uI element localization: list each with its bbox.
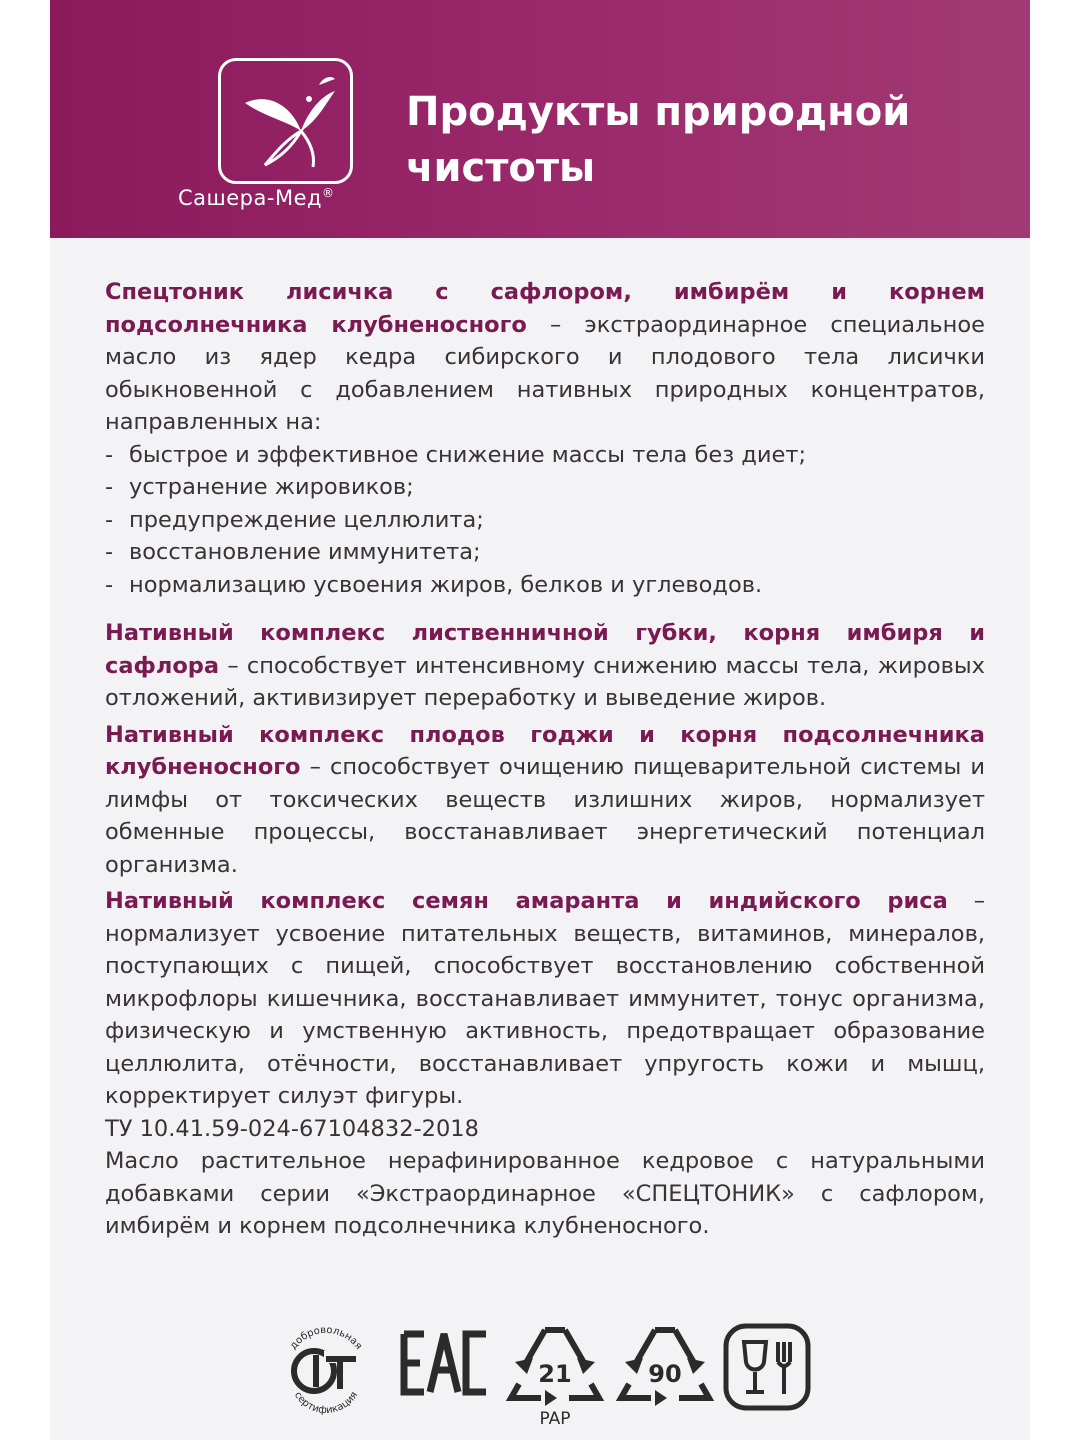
brand-name: Сашера-Мед® — [178, 186, 335, 210]
paragraph-complex-1: Нативный комплекс лиственничной губки, корня имбиря и сафлора – способствует интенсивному снижению массы тела, жировых отложений, активизирует переработку и выведение жиров. — [105, 620, 985, 711]
recycle-pap-icon — [505, 1318, 605, 1428]
rst-certification-icon — [270, 1315, 382, 1427]
slogan-line-2: чистоты — [406, 145, 596, 191]
recycle-label-pap: PAP — [539, 1409, 571, 1428]
recycle-90-icon — [615, 1318, 715, 1408]
recycle-code-90: 90 — [648, 1360, 682, 1388]
svg-text:добровольная — [288, 1325, 364, 1352]
description-text — [105, 276, 985, 1243]
benefits-list — [105, 439, 985, 602]
list-item: - устранение жировиков; — [105, 471, 985, 504]
bird-leaf-icon — [231, 69, 341, 173]
certification-marks — [0, 1300, 1080, 1428]
eac-icon — [400, 1330, 490, 1396]
paragraph-complex-3: Нативный комплекс семян амаранта и индийского риса – нормализует усвоение питательных веществ, витаминов, минералов, поступающих с пищей, способствует восстановлению собственной микрофлоры кишечника, восстанавливает иммунитет, тонус организма, физическую и умственную активность, предотвращает образование целлюлита, отёчности, восстанавливает упругость кожи и мышц, корректирует силуэт фигуры. — [105, 888, 986, 1109]
paragraph-complex-2: Нативный комплекс плодов годжи и корня подсолнечника клубненосного – способствует очищению пищеварительной системы и лимфы от токсических веществ излишних жиров, нормализует обменные процессы, восстанавливает энергетический потенциал организма. — [105, 721, 985, 878]
food-safe-icon — [722, 1322, 812, 1412]
tech-spec: ТУ 10.41.59-024-67104832-2018 — [105, 1115, 479, 1142]
list-item: - восстановление иммунитета; — [105, 536, 985, 569]
paragraph-product-type: Масло растительное нерафинированное кедровое с натуральными добавками серии «Экстраординарное «СПЕЦТОНИК» с сафлором, имбирём и корнем подсолнечника клубненосного. — [105, 1148, 985, 1239]
header-banner — [50, 0, 1030, 238]
list-item: - быстрое и эффективное снижение массы тела без диет; — [105, 439, 985, 472]
brand-logo — [218, 58, 353, 184]
list-item: - предупреждение целлюлита; — [105, 504, 985, 537]
rst-top-text: добровольная — [287, 1324, 365, 1352]
paragraph-intro: Спецтоник лисичка с сафлором, имбирём и корнем подсолнечника клубненосного – экстраординарное специальное масло из ядер кедра сибирского и плодового тела лисички обыкновенной с добавлением нативных природных концентратов, направленных на: — [105, 279, 985, 435]
svg-text:сертификация — [292, 1390, 360, 1416]
rst-bottom-text: сертификация — [291, 1389, 361, 1417]
recycle-code-21: 21 — [538, 1360, 572, 1388]
product-name: Спецтоник лисичка с сафлором, имбирём и корнем подсолнечника клубненосного — [105, 279, 985, 338]
slogan-line-1: Продукты природной — [406, 89, 911, 135]
list-item: - нормализацию усвоения жиров, белков и углеводов. — [105, 569, 985, 602]
slogan — [406, 84, 966, 196]
